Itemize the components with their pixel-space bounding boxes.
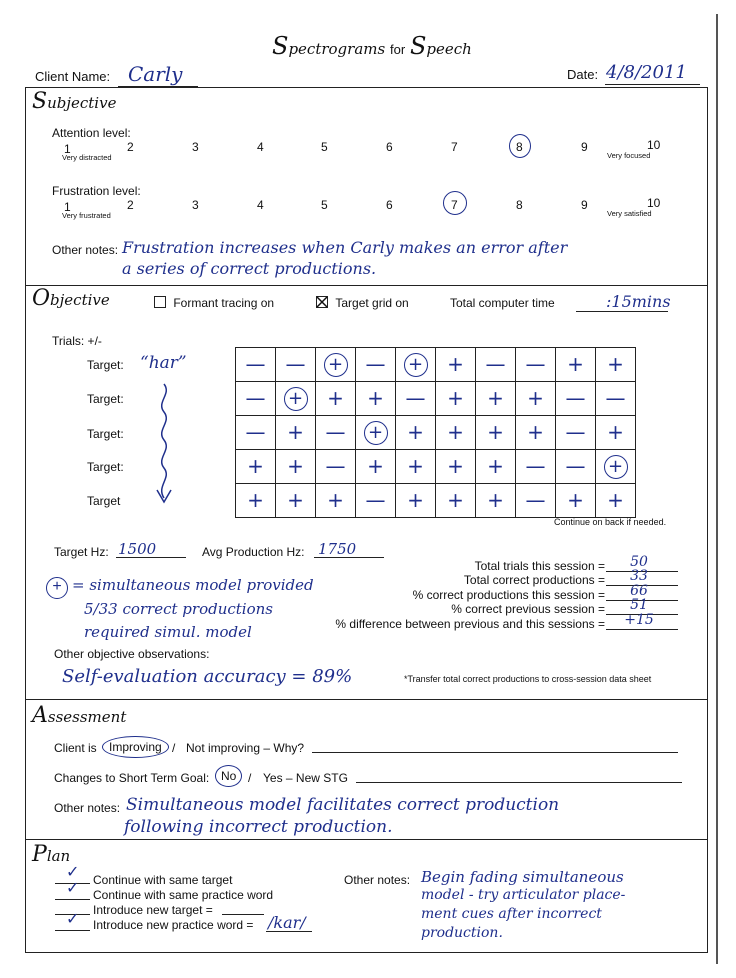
page-title: Spectrograms for Speech bbox=[272, 32, 472, 60]
stat-label-pct-correct: % correct productions this session = bbox=[412, 588, 605, 602]
minus-mark: — bbox=[405, 385, 426, 410]
attention-scale-2[interactable]: 2 bbox=[127, 140, 134, 154]
trial-cell[interactable] bbox=[516, 348, 556, 382]
right-edge-shadow bbox=[716, 14, 718, 964]
new-stg-line bbox=[356, 782, 682, 783]
plus-mark: + bbox=[607, 351, 624, 376]
circled-plus-mark: + bbox=[324, 353, 348, 377]
subjective-other-notes-line1[interactable]: Frustration increases when Carly makes an error after bbox=[122, 238, 568, 257]
plus-mark: + bbox=[487, 385, 504, 410]
plus-mark: + bbox=[247, 453, 264, 478]
new-target-line bbox=[222, 914, 264, 915]
plan-other-notes-line4[interactable]: production. bbox=[421, 925, 503, 941]
attention-low-label: Very distracted bbox=[62, 153, 112, 162]
legend-line3[interactable]: required simul. model bbox=[84, 623, 252, 641]
frustration-label: Frustration level: bbox=[52, 184, 141, 198]
target-grid-option[interactable]: Target grid on bbox=[316, 296, 409, 310]
other-observations-value[interactable]: Self-evaluation accuracy = 89% bbox=[62, 666, 353, 687]
minus-mark: — bbox=[565, 419, 586, 444]
plan-item-continue-target[interactable]: Continue with same target bbox=[93, 873, 233, 887]
subjective-other-notes-line2[interactable]: a series of correct productions. bbox=[122, 259, 377, 278]
trial-cell[interactable] bbox=[436, 416, 476, 450]
client-is-label: Client is bbox=[54, 741, 97, 755]
plus-mark: + bbox=[247, 487, 264, 512]
avg-hz-label: Avg Production Hz: bbox=[202, 545, 305, 559]
minus-mark: — bbox=[245, 385, 266, 410]
frustration-scale-9[interactable]: 9 bbox=[581, 198, 588, 212]
minus-mark: — bbox=[525, 351, 546, 376]
date-line bbox=[605, 84, 700, 85]
plan-check-line-2 bbox=[55, 899, 90, 900]
trial-cell[interactable] bbox=[476, 484, 516, 518]
trial-cell[interactable] bbox=[556, 348, 596, 382]
attention-scale-5[interactable]: 5 bbox=[321, 140, 328, 154]
trial-cell[interactable] bbox=[396, 382, 436, 416]
improving-slash: / bbox=[172, 741, 176, 755]
not-improving-line bbox=[312, 752, 678, 753]
circled-plus-mark: + bbox=[604, 455, 628, 479]
plan-other-notes-line1[interactable]: Begin fading simultaneous bbox=[421, 868, 624, 886]
frustration-scale-10[interactable]: 10 bbox=[647, 196, 661, 210]
stat-label-total-correct: Total correct productions = bbox=[463, 573, 605, 587]
plus-mark: + bbox=[607, 419, 624, 444]
plus-mark: + bbox=[287, 453, 304, 478]
formant-tracing-option[interactable]: Formant tracing on bbox=[154, 296, 274, 310]
minus-mark: — bbox=[525, 487, 546, 512]
stat-value-pct-difference[interactable]: +15 bbox=[624, 612, 654, 628]
trial-cell[interactable] bbox=[276, 484, 316, 518]
plus-mark: + bbox=[327, 487, 344, 512]
trial-cell[interactable] bbox=[476, 416, 516, 450]
frustration-high-label: Very satisfied bbox=[607, 209, 652, 218]
trial-cell[interactable] bbox=[436, 382, 476, 416]
check-mark-icon: ✓ bbox=[66, 911, 80, 928]
client-name-line bbox=[118, 86, 198, 87]
legend-line1[interactable]: = simultaneous model provided bbox=[72, 576, 314, 594]
attention-scale-6[interactable]: 6 bbox=[386, 140, 393, 154]
plus-mark: + bbox=[367, 385, 384, 410]
plus-mark: + bbox=[487, 419, 504, 444]
plan-item-new-word[interactable]: Introduce new practice word = bbox=[93, 918, 254, 932]
minus-mark: — bbox=[485, 351, 506, 376]
assessment-other-notes-line2[interactable]: following incorrect production. bbox=[124, 817, 393, 837]
trials-row bbox=[236, 484, 636, 518]
plan-other-notes-line3[interactable]: ment cues after incorrect bbox=[421, 906, 602, 922]
trial-cell[interactable] bbox=[356, 484, 396, 518]
plus-mark: + bbox=[447, 351, 464, 376]
frustration-low-label: Very frustrated bbox=[62, 211, 111, 220]
minus-mark: — bbox=[245, 419, 266, 444]
attention-scale-10[interactable]: 10 bbox=[647, 138, 661, 152]
legend-line2[interactable]: 5/33 correct productions bbox=[84, 600, 273, 618]
minus-mark: — bbox=[605, 385, 626, 410]
plus-mark: + bbox=[447, 419, 464, 444]
trial-cell[interactable] bbox=[356, 382, 396, 416]
target-hz-value[interactable]: 1500 bbox=[118, 540, 157, 558]
attention-scale-8[interactable]: 8 bbox=[516, 140, 523, 154]
target-label-5: Target bbox=[87, 494, 121, 508]
plus-mark: + bbox=[287, 419, 304, 444]
target-hz-label: Target Hz: bbox=[54, 545, 109, 559]
trials-row bbox=[236, 382, 636, 416]
trial-cell[interactable] bbox=[276, 382, 316, 416]
attention-scale-9[interactable]: 9 bbox=[581, 140, 588, 154]
frustration-selected-circle bbox=[443, 191, 467, 215]
trial-cell[interactable] bbox=[556, 450, 596, 484]
trial-cell[interactable] bbox=[316, 416, 356, 450]
trial-cell[interactable] bbox=[316, 382, 356, 416]
target-label-4: Target: bbox=[87, 460, 124, 474]
plus-mark: + bbox=[487, 453, 504, 478]
circled-plus-mark: + bbox=[364, 421, 388, 445]
stat-label-total-trials: Total trials this session = bbox=[474, 559, 605, 573]
plan-item-new-target[interactable]: Introduce new target = bbox=[93, 903, 213, 917]
trials-row bbox=[236, 450, 636, 484]
frustration-scale-6[interactable]: 6 bbox=[386, 198, 393, 212]
total-time-line bbox=[576, 311, 668, 312]
trial-cell[interactable] bbox=[596, 450, 636, 484]
frustration-scale-4[interactable]: 4 bbox=[257, 198, 264, 212]
frustration-scale-5[interactable]: 5 bbox=[321, 198, 328, 212]
stat-label-pct-difference: % difference between previous and this sessions = bbox=[335, 617, 605, 631]
trial-cell[interactable] bbox=[596, 348, 636, 382]
date-value[interactable]: 4/8/2011 bbox=[606, 62, 687, 83]
plus-mark: + bbox=[567, 487, 584, 512]
attention-selected-circle bbox=[509, 134, 531, 158]
plus-mark: + bbox=[447, 487, 464, 512]
stg-label: Changes to Short Term Goal: bbox=[54, 771, 210, 785]
circled-plus-mark: + bbox=[404, 353, 428, 377]
plus-mark: + bbox=[407, 419, 424, 444]
target-label-3: Target: bbox=[87, 427, 124, 441]
trial-cell[interactable] bbox=[396, 484, 436, 518]
trial-cell[interactable] bbox=[356, 416, 396, 450]
minus-mark: — bbox=[325, 453, 346, 478]
target-label-2: Target: bbox=[87, 392, 124, 406]
trial-cell[interactable] bbox=[476, 348, 516, 382]
stat-label-pct-previous: % correct previous session = bbox=[451, 602, 605, 616]
avg-hz-line bbox=[314, 557, 384, 558]
frustration-scale-7[interactable]: 7 bbox=[451, 198, 458, 212]
plus-mark: + bbox=[367, 453, 384, 478]
x-mark-icon bbox=[316, 296, 328, 308]
trial-cell[interactable] bbox=[316, 450, 356, 484]
plan-other-notes-line2[interactable]: model - try articulator place- bbox=[421, 887, 626, 903]
trial-cell[interactable] bbox=[556, 382, 596, 416]
formant-tracing-checkbox[interactable] bbox=[154, 296, 166, 308]
trial-cell[interactable] bbox=[556, 416, 596, 450]
objective-heading: Objective bbox=[32, 286, 110, 311]
plan-heading: Plan bbox=[32, 842, 71, 867]
trial-cell[interactable] bbox=[316, 484, 356, 518]
plan-other-notes-label: Other notes: bbox=[344, 873, 411, 887]
no-option[interactable]: No bbox=[215, 765, 242, 787]
minus-mark: — bbox=[365, 487, 386, 512]
trials-grid bbox=[235, 347, 636, 518]
total-computer-time-label: Total computer time bbox=[450, 296, 555, 310]
plus-mark: + bbox=[487, 487, 504, 512]
minus-mark: — bbox=[565, 385, 586, 410]
attention-label: Attention level: bbox=[52, 126, 131, 140]
stat-line-5 bbox=[606, 629, 678, 630]
trial-cell[interactable] bbox=[396, 450, 436, 484]
ditto-squiggle-icon bbox=[150, 380, 180, 510]
new-practice-word-value[interactable]: /kar/ bbox=[268, 913, 306, 932]
trials-row bbox=[236, 348, 636, 382]
minus-mark: — bbox=[565, 453, 586, 478]
trial-cell[interactable] bbox=[236, 450, 276, 484]
attention-scale-4[interactable]: 4 bbox=[257, 140, 264, 154]
plus-mark: + bbox=[327, 385, 344, 410]
frustration-scale-8[interactable]: 8 bbox=[516, 198, 523, 212]
plus-mark: + bbox=[407, 453, 424, 478]
circled-plus-mark: + bbox=[284, 387, 308, 411]
target-grid-checkbox[interactable] bbox=[316, 296, 328, 308]
check-mark-icon: ✓ bbox=[66, 864, 80, 881]
plus-mark: + bbox=[287, 487, 304, 512]
continue-note: Continue on back if needed. bbox=[554, 517, 667, 527]
trial-cell[interactable] bbox=[396, 416, 436, 450]
section-divider-objective bbox=[25, 285, 708, 286]
minus-mark: — bbox=[245, 351, 266, 376]
trial-cell[interactable] bbox=[396, 348, 436, 382]
other-observations-label: Other objective observations: bbox=[54, 647, 210, 661]
assessment-other-notes-label: Other notes: bbox=[54, 801, 121, 815]
trial-cell[interactable] bbox=[556, 484, 596, 518]
legend-circled-plus: + bbox=[46, 577, 68, 599]
trial-cell[interactable] bbox=[436, 450, 476, 484]
improving-option[interactable]: Improving bbox=[102, 736, 169, 758]
trial-cell[interactable] bbox=[596, 416, 636, 450]
subjective-heading: Subjective bbox=[32, 89, 117, 114]
trial-cell[interactable] bbox=[236, 348, 276, 382]
trials-row bbox=[236, 416, 636, 450]
date-label: Date: bbox=[567, 67, 599, 82]
trial-cell[interactable] bbox=[516, 484, 556, 518]
avg-hz-value[interactable]: 1750 bbox=[318, 540, 357, 558]
client-name-value[interactable]: Carly bbox=[128, 62, 183, 86]
minus-mark: — bbox=[525, 453, 546, 478]
total-computer-time-value[interactable]: :15mins bbox=[606, 292, 671, 311]
trial-cell[interactable] bbox=[316, 348, 356, 382]
trial-cell[interactable] bbox=[236, 416, 276, 450]
yes-new-stg-option[interactable]: Yes – New STG bbox=[263, 771, 348, 785]
plan-item-continue-word[interactable]: Continue with same practice word bbox=[93, 888, 274, 902]
stat-value-pct-correct[interactable]: 66 bbox=[630, 583, 648, 599]
stat-value-total-correct[interactable]: 33 bbox=[630, 568, 648, 584]
trial-cell[interactable] bbox=[596, 484, 636, 518]
plus-mark: + bbox=[527, 419, 544, 444]
subjective-other-notes-label: Other notes: bbox=[52, 243, 119, 257]
attention-scale-7[interactable]: 7 bbox=[451, 140, 458, 154]
trial-cell[interactable] bbox=[276, 450, 316, 484]
plus-mark: + bbox=[607, 487, 624, 512]
plus-mark: + bbox=[407, 487, 424, 512]
trials-label: Trials: +/- bbox=[52, 334, 102, 348]
frustration-scale-2[interactable]: 2 bbox=[127, 198, 134, 212]
plus-mark: + bbox=[447, 453, 464, 478]
trial-cell[interactable] bbox=[356, 348, 396, 382]
stg-slash: / bbox=[248, 771, 252, 785]
stat-value-total-trials[interactable]: 50 bbox=[630, 554, 648, 570]
trial-cell[interactable] bbox=[596, 382, 636, 416]
trial-cell[interactable] bbox=[516, 450, 556, 484]
trial-cell[interactable] bbox=[236, 484, 276, 518]
assessment-heading: Assessment bbox=[32, 703, 127, 728]
trial-cell[interactable] bbox=[236, 382, 276, 416]
target-word-value[interactable]: “har” bbox=[140, 353, 187, 373]
plan-check-line-4 bbox=[55, 930, 90, 931]
client-name-label: Client Name: bbox=[35, 69, 111, 84]
trial-cell[interactable] bbox=[276, 348, 316, 382]
trial-cell[interactable] bbox=[476, 382, 516, 416]
minus-mark: — bbox=[365, 351, 386, 376]
transfer-note: *Transfer total correct productions to cross-session data sheet bbox=[404, 674, 652, 684]
frustration-scale-3[interactable]: 3 bbox=[192, 198, 199, 212]
check-mark-icon: ✓ bbox=[66, 880, 80, 897]
attention-high-label: Very focused bbox=[607, 151, 651, 160]
trial-cell[interactable] bbox=[516, 382, 556, 416]
frustration-scale-1[interactable]: 1 bbox=[64, 200, 71, 214]
target-label-1: Target: bbox=[87, 358, 124, 372]
section-divider-assessment bbox=[25, 699, 708, 700]
minus-mark: — bbox=[325, 419, 346, 444]
trial-cell[interactable] bbox=[476, 450, 516, 484]
minus-mark: — bbox=[285, 351, 306, 376]
stat-value-pct-previous[interactable]: 51 bbox=[630, 597, 648, 613]
plus-mark: + bbox=[527, 385, 544, 410]
trial-cell[interactable] bbox=[436, 484, 476, 518]
trial-cell[interactable] bbox=[276, 416, 316, 450]
attention-scale-3[interactable]: 3 bbox=[192, 140, 199, 154]
plus-mark: + bbox=[447, 385, 464, 410]
attention-scale-1[interactable]: 1 bbox=[64, 142, 71, 156]
target-hz-line bbox=[116, 557, 186, 558]
plus-mark: + bbox=[567, 351, 584, 376]
trial-cell[interactable] bbox=[356, 450, 396, 484]
trial-cell[interactable] bbox=[436, 348, 476, 382]
section-divider-plan bbox=[25, 839, 708, 840]
new-word-line bbox=[266, 931, 312, 932]
not-improving-option[interactable]: Not improving – Why? bbox=[186, 741, 305, 755]
trial-cell[interactable] bbox=[516, 416, 556, 450]
assessment-other-notes-line1[interactable]: Simultaneous model facilitates correct production bbox=[126, 795, 560, 815]
